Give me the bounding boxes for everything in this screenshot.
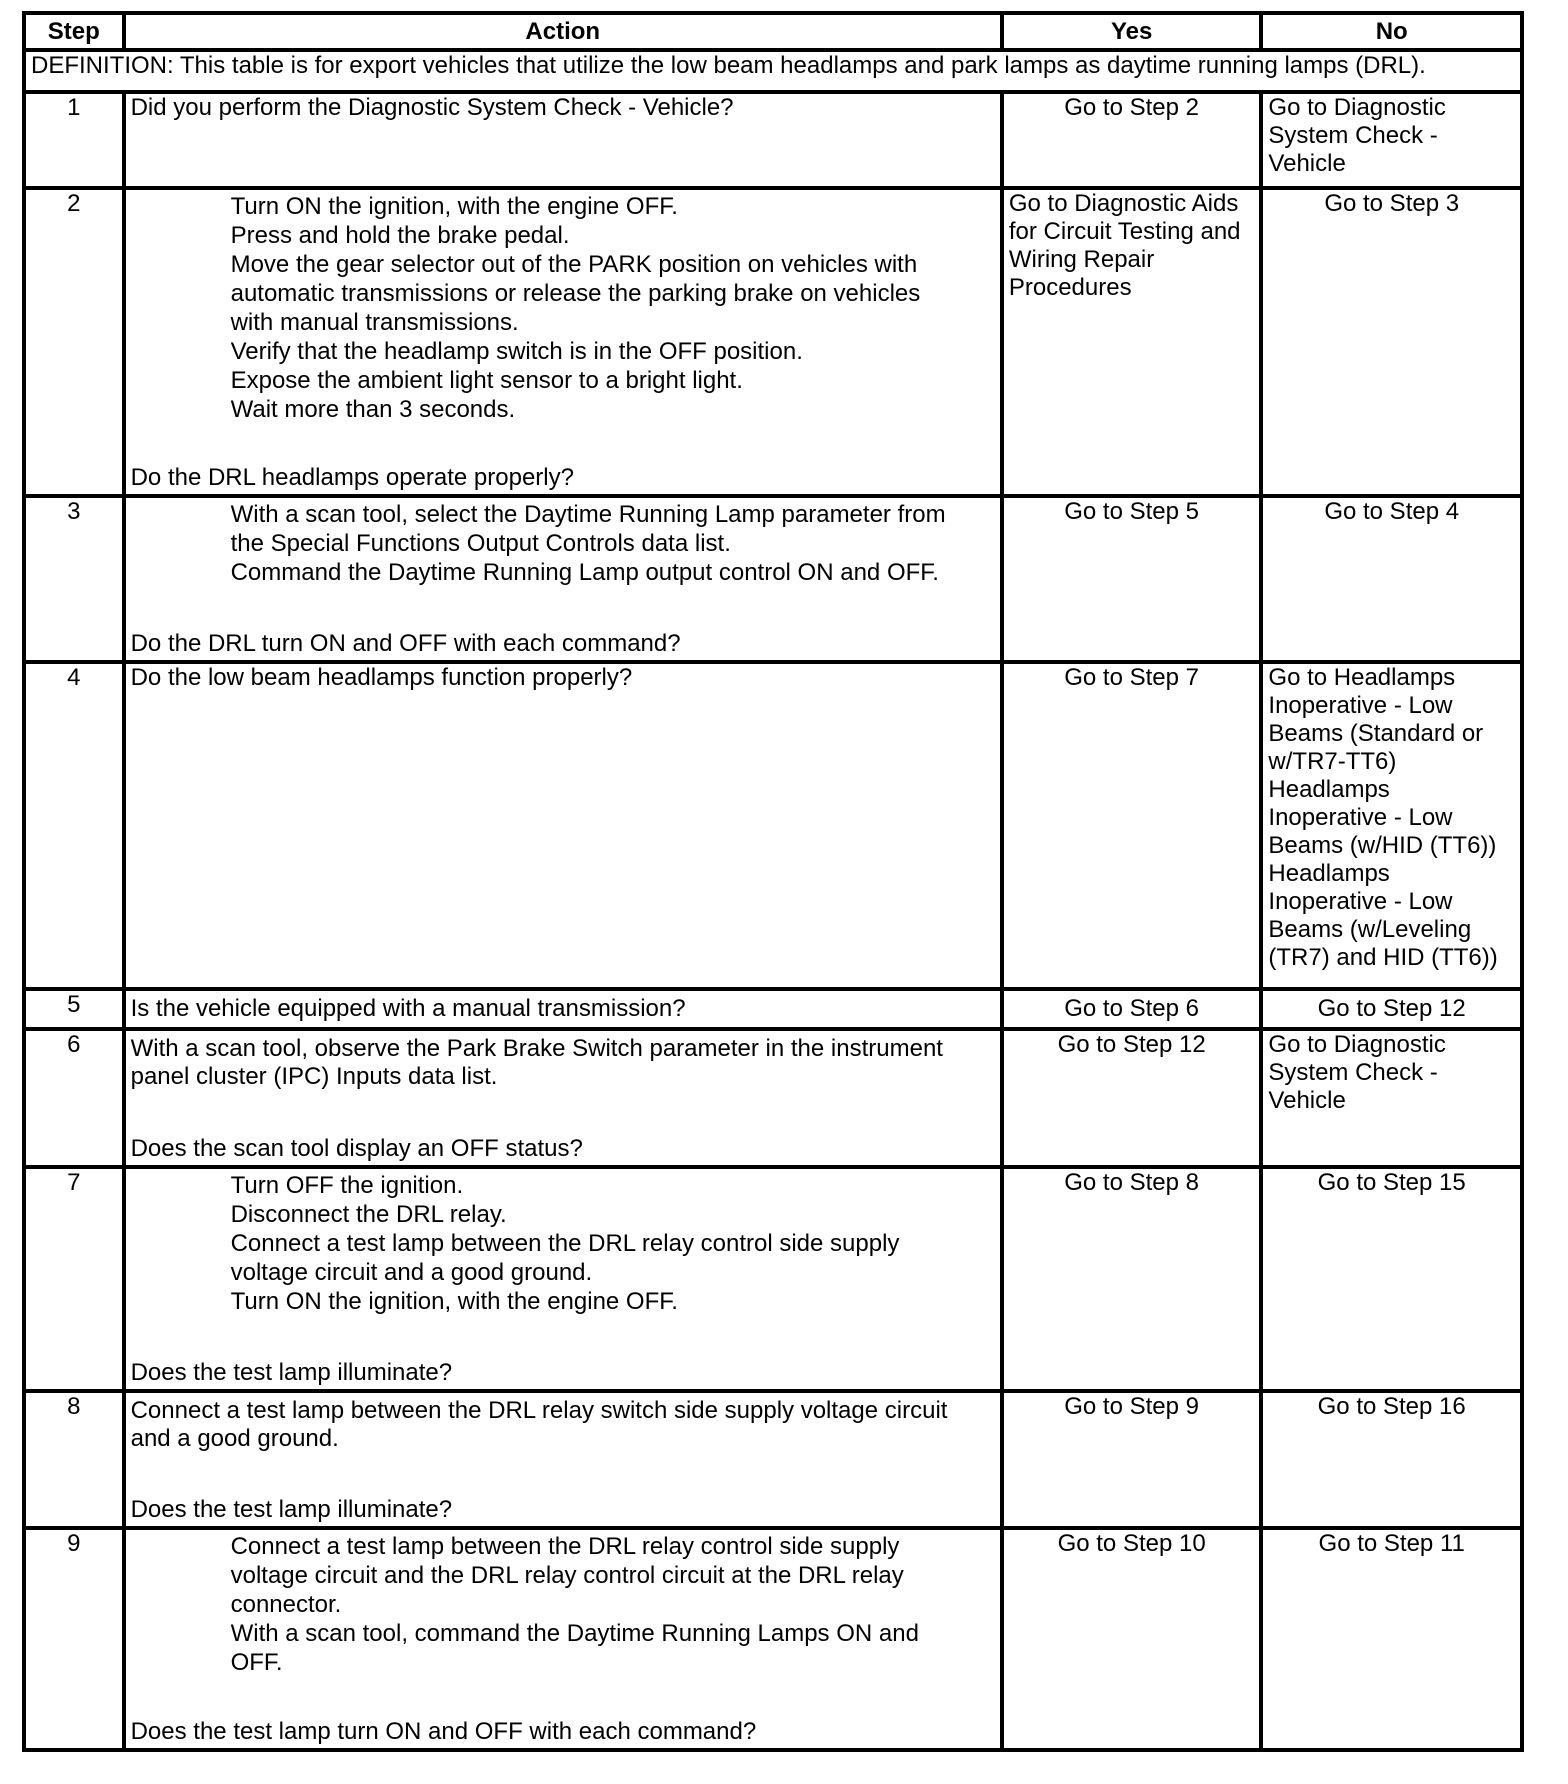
no-result: Go to Step 12 [1261, 989, 1522, 1029]
yes-result: Go to Step 12 [1002, 1029, 1262, 1167]
action-cell [124, 1391, 1002, 1528]
step-number: 6 [24, 1029, 124, 1167]
action-question: Does the test lamp illuminate? [130, 1359, 453, 1386]
action-cell [124, 1167, 1002, 1391]
no-result: Go to Diagnostic System Check - Vehicle [1261, 92, 1522, 188]
step-number: 1 [24, 92, 124, 188]
step-number: 3 [24, 496, 124, 662]
no-result: Go to Step 11 [1261, 1528, 1522, 1750]
no-result: Go to Step 3 [1261, 188, 1522, 496]
yes-result: Go to Step 10 [1002, 1528, 1262, 1750]
action-question: Does the test lamp turn ON and OFF with each command? [130, 1718, 757, 1745]
table-row [24, 1167, 1522, 1391]
header-no: No [1261, 13, 1522, 50]
instruction-list: Connect a test lamp between the DRL relay switch side supply voltage circuit and a good ground. [130, 1397, 948, 1452]
yes-result: Go to Step 5 [1002, 496, 1262, 662]
table-row [24, 496, 1522, 662]
instruction-list: With a scan tool, select the Daytime Running Lamp parameter from the Special Functions Output Controls data list. Command the Daytime Running Lamp output control ON and OFF. [230, 501, 946, 586]
table-row [24, 188, 1522, 496]
step-number: 5 [24, 989, 124, 1029]
instruction-list: Turn ON the ignition, with the engine OFF. Press and hold the brake pedal. Move the gear selector out of the PARK position on vehicles with automatic transmissions or release the parking brake on vehicles with manual transmissions. Verify that the headlamp switch is in the OFF position. Expose the ambient light sensor to a bright light. Wait more than 3 seconds. [230, 193, 921, 423]
definition-text: DEFINITION: This table is for export vehicles that utilize the low beam headlamps and park lamps as daytime running lamps (DRL). [24, 50, 1522, 92]
header-row [24, 13, 1522, 50]
yes-result: Go to Step 6 [1002, 989, 1262, 1029]
action-question: Do the DRL turn ON and OFF with each command? [130, 630, 681, 657]
step-number: 7 [24, 1167, 124, 1391]
header-yes: Yes [1002, 13, 1262, 50]
step-number: 8 [24, 1391, 124, 1528]
step-number: 9 [24, 1528, 124, 1750]
action-question: Does the scan tool display an OFF status? [130, 1135, 583, 1162]
no-result: Go to Step 15 [1261, 1167, 1522, 1391]
yes-result: Go to Step 7 [1002, 662, 1262, 989]
table-row [24, 662, 1522, 989]
action-cell [124, 188, 1002, 496]
step-number: 2 [24, 188, 124, 496]
yes-result: Go to Step 2 [1002, 92, 1262, 188]
table-row [24, 1391, 1522, 1528]
action-cell [124, 496, 1002, 662]
instruction-list: Connect a test lamp between the DRL relay control side supply voltage circuit and the DRL relay control circuit at the DRL relay connector. With a scan tool, command the Daytime Running Lamps ON and OFF. [230, 1533, 919, 1676]
step-number: 4 [24, 662, 124, 989]
no-result: Go to Step 4 [1261, 496, 1522, 662]
table-row [24, 989, 1522, 1029]
table-row [24, 1029, 1522, 1167]
action-question: Do the DRL headlamps operate properly? [130, 464, 574, 491]
table-row [24, 92, 1522, 188]
definition-row [24, 50, 1522, 92]
header-step: Step [24, 13, 124, 50]
table-row [24, 1528, 1522, 1750]
yes-result: Go to Diagnostic Aids for Circuit Testing and Wiring Repair Procedures [1002, 188, 1262, 496]
action-question: Is the vehicle equipped with a manual transmission? [124, 989, 1002, 1029]
no-result: Go to Diagnostic System Check - Vehicle [1261, 1029, 1522, 1167]
yes-result: Go to Step 9 [1002, 1391, 1262, 1528]
instruction-list: With a scan tool, observe the Park Brake Switch parameter in the instrument panel cluster (IPC) Inputs data list. [130, 1035, 943, 1090]
action-cell [124, 1528, 1002, 1750]
diagnostic-table [22, 11, 1524, 1752]
action-question: Do the low beam headlamps function properly? [124, 662, 1002, 989]
header-action: Action [124, 13, 1002, 50]
instruction-list: Turn OFF the ignition. Disconnect the DRL relay. Connect a test lamp between the DRL relay control side supply voltage circuit and a good ground. Turn ON the ignition, with the engine OFF. [230, 1172, 900, 1315]
yes-result: Go to Step 8 [1002, 1167, 1262, 1391]
action-question: Did you perform the Diagnostic System Check - Vehicle? [124, 92, 1002, 188]
no-result: Go to Headlamps Inoperative - Low Beams (Standard or w/TR7-TT6) Headlamps Inoperative - Low Beams (w/HID (TT6)) Headlamps Inoperative - Low Beams (w/Leveling (TR7) and HID (TT6)) [1261, 662, 1522, 989]
no-result: Go to Step 16 [1261, 1391, 1522, 1528]
action-cell [124, 1029, 1002, 1167]
action-question: Does the test lamp illuminate? [130, 1496, 453, 1523]
